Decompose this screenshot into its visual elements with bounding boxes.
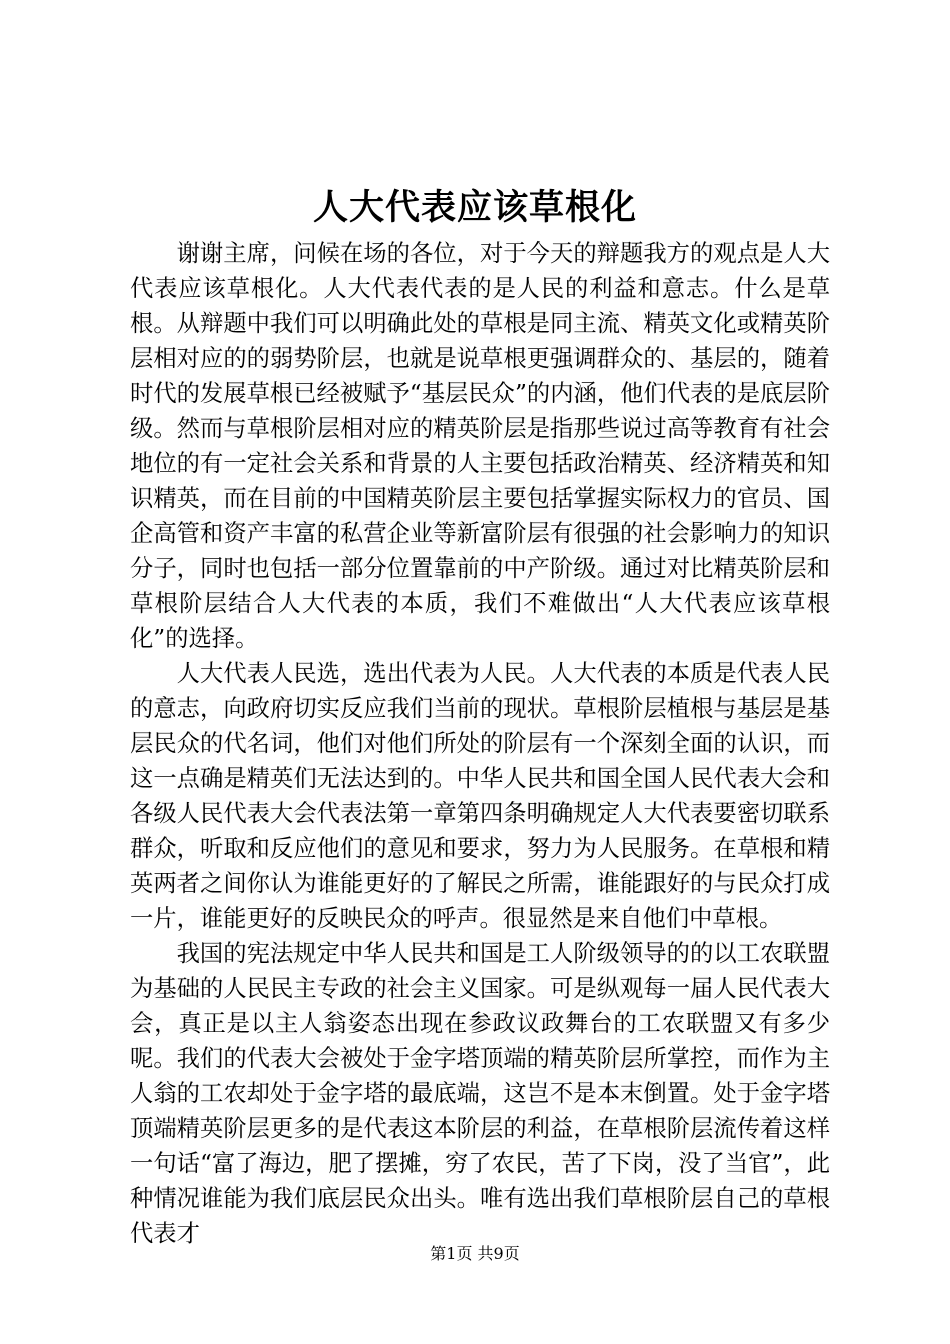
document-title: 人大代表应该草根化: [312, 187, 637, 228]
paragraph-3: 我国的宪法规定中华人民共和国是工人阶级领导的的以工农联盟为基础的人民民主专政的社会主义国家。可是纵观每一届人民代表大会，真正是以主人翁姿态出现在参政议政舞台的工农联盟又有多少呢。我们的代表大会被处于金字塔顶端的精英阶层所掌控，而作为主人翁的工农却处于金字塔的最底端，这岂不是本末倒置。处于金字塔顶端精英阶层更多的是代表这本阶层的利益，在草根阶层流传着这样一句话“富了海边，肥了摆摊，穷了农民，苦了下岗，没了当官”，此种情况谁能为我们底层民众出头。唯有选出我们草根阶层自己的草根代表才: [130, 940, 830, 1247]
page-number-footer: 第1页 共9页: [430, 1244, 520, 1263]
paragraph-1: 谢谢主席，问候在场的各位，对于今天的辩题我方的观点是人大代表应该草根化。人大代表代表的是人民的利益和意志。什么是草根。从辩题中我们可以明确此处的草根是同主流、精英文化或精英阶层相对应的的弱势阶层，也就是说草根更强调群众的、基层的，随着时代的发展草根已经被赋予“基层民众”的内涵，他们代表的是底层阶级。然而与草根阶层相对应的精英阶层是指那些说过高等教育有社会地位的有一定社会关系和背景的人主要包括政治精英、经济精英和知识精英，而在目前的中国精英阶层主要包括掌握实际权力的官员、国企高管和资产丰富的私营企业等新富阶层有很强的社会影响力的知识分子，同时也包括一部分位置靠前的中产阶级。通过对比精英阶层和草根阶层结合人大代表的本质，我们不难做出“人大代表应该草根化”的选择。: [130, 240, 830, 652]
paragraph-2: 人大代表人民选，选出代表为人民。人大代表的本质是代表人民的意志，向政府切实反应我们当前的现状。草根阶层植根与基层是基层民众的代名词，他们对他们所处的阶层有一个深刻全面的认识，而这一点确是精英们无法达到的。中华人民共和国全国人民代表大会和各级人民代表大会代表法第一章第四条明确规定人大代表要密切联系群众，听取和反应他们的意见和要求，努力为人民服务。在草根和精英两者之间你认为谁能更好的了解民之所需，谁能跟好的与民众打成一片，谁能更好的反映民众的呼声。很显然是来自他们中草根。: [130, 660, 830, 932]
document-body: [130, 236, 830, 1251]
